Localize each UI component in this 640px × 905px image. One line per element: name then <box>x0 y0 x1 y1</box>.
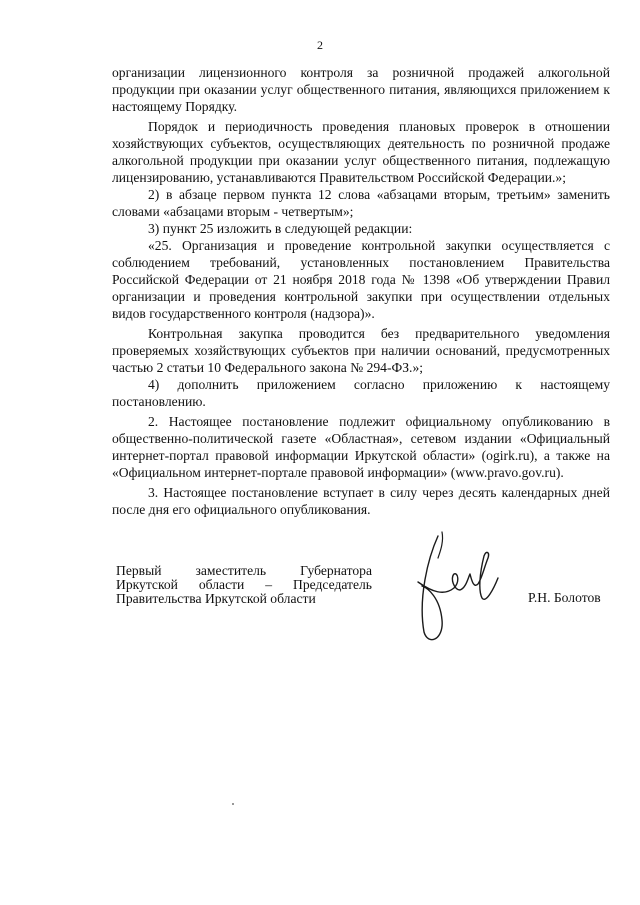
paragraph-publication: 2. Настоящее постановление подлежит официальному опубликованию в общественно-политической газете «Областная», сетевом издании «Официальный интернет-портал правовой информации Иркутской области» (ogirk.ru), а также на «Официальном интернет-портале правовой информации» (www.pravo.gov.ru). <box>112 414 610 480</box>
page-number: 2 <box>317 38 323 52</box>
document-body <box>112 64 610 518</box>
signatory-title-line: Правительства Иркутской области <box>116 591 316 606</box>
paragraph-item-3: 3) пункт 25 изложить в следующей редакции: <box>148 221 413 236</box>
paragraph-continuation: организации лицензионного контроля за розничной продажей алкогольной продукции при оказании услуг общественного питания, являющихся приложением к настоящему Порядку. <box>112 65 610 114</box>
signatory-title-line: Первый заместитель Губернатора <box>116 563 372 578</box>
signatory-name: Р.Н. Болотов <box>528 590 601 605</box>
paragraph-clause-25: «25. Организация и проведение контрольной закупки осуществляется с соблюдением требований, установленных постановлением Правительства Российской Федерации от 21 ноября 2018 года № 1398 «Об утверждении Правил организации и проведения контрольной закупки при осуществлении отдельных видов государственного контроля (надзора)». <box>112 238 610 321</box>
paragraph-item-4: 4) дополнить приложением согласно приложению к настоящему постановлению. <box>112 377 610 409</box>
handwritten-signature <box>398 528 508 646</box>
scan-speck <box>232 803 234 805</box>
paragraph-effective-date: 3. Настоящее постановление вступает в силу через десять календарных дней после дня его официального опубликования. <box>112 485 610 517</box>
signatory-title-line: Иркутской области – Председатель <box>116 577 372 592</box>
paragraph-item-2: 2) в абзаце первом пункта 12 слова «абзацами вторым, третьим» заменить словами «абзацами вторым - четвертым»; <box>112 187 610 219</box>
paragraph-control-purchase: Контрольная закупка проводится без предварительного уведомления проверяемых хозяйствующих субъектов при наличии оснований, предусмотренных частью 2 статьи 10 Федерального закона № 294-ФЗ.»; <box>112 326 610 375</box>
paragraph-inspection-schedule: Порядок и периодичность проведения плановых проверок в отношении хозяйствующих субъектов, осуществляющих деятельность по розничной продаже алкогольной продукции при оказании услуг общественного питания, подлежащую лицензированию, устанавливаются Правительством Российской Федерации.»; <box>112 119 610 185</box>
signatory-title <box>116 564 372 606</box>
